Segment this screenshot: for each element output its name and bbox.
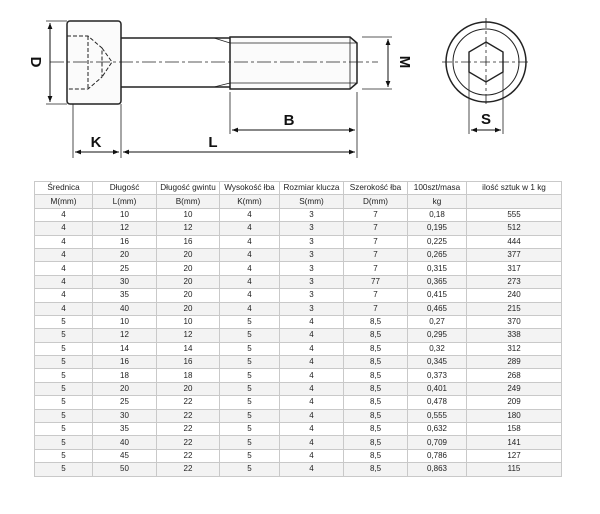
table-row-mass-100pcs: 0,415 xyxy=(408,289,467,302)
table-row-head-height: 5 xyxy=(220,329,280,342)
table-row xyxy=(35,235,562,248)
table-row-length: 16 xyxy=(93,235,157,248)
table-row-length: 12 xyxy=(93,222,157,235)
table-row-head-height: 4 xyxy=(220,275,280,288)
table-row-mass-100pcs: 0,709 xyxy=(408,436,467,449)
table-row-pieces-per-kg: 317 xyxy=(467,262,562,275)
table-row-thread-length: 16 xyxy=(157,356,220,369)
table-row-thread-length: 14 xyxy=(157,342,220,355)
table-row-mass-100pcs: 0,315 xyxy=(408,262,467,275)
table-units-row xyxy=(35,195,562,208)
table-row-length: 12 xyxy=(93,329,157,342)
table-row-length: 25 xyxy=(93,396,157,409)
table-row xyxy=(35,289,562,302)
table-row-head-width: 7 xyxy=(344,262,408,275)
table-row-mass-100pcs: 0,18 xyxy=(408,208,467,221)
table-row-diameter: 4 xyxy=(35,208,93,221)
table-row-length: 30 xyxy=(93,275,157,288)
table-row xyxy=(35,423,562,436)
table-row-head-width: 8,5 xyxy=(344,342,408,355)
table-header-pieces-per-kg: ilość sztuk w 1 kg xyxy=(467,182,562,195)
table-row xyxy=(35,262,562,275)
table-row-diameter: 5 xyxy=(35,315,93,328)
table-row-thread-length: 20 xyxy=(157,262,220,275)
table-row-key-size: 4 xyxy=(280,342,344,355)
table-row-diameter: 4 xyxy=(35,289,93,302)
table-row-thread-length: 12 xyxy=(157,222,220,235)
label-l: L xyxy=(208,134,218,151)
table-row-key-size: 4 xyxy=(280,356,344,369)
table-row-pieces-per-kg: 180 xyxy=(467,409,562,422)
table-row-head-width: 7 xyxy=(344,289,408,302)
table-row-mass-100pcs: 0,225 xyxy=(408,235,467,248)
table-units-row-pieces-per-kg xyxy=(467,195,562,208)
table-row-head-height: 5 xyxy=(220,463,280,476)
table-row-key-size: 3 xyxy=(280,248,344,261)
table-row-length: 16 xyxy=(93,356,157,369)
label-d: D xyxy=(27,56,45,68)
table-row-key-size: 4 xyxy=(280,409,344,422)
table-row-pieces-per-kg: 209 xyxy=(467,396,562,409)
table-row-mass-100pcs: 0,265 xyxy=(408,248,467,261)
table-row-thread-length: 12 xyxy=(157,329,220,342)
table-row-head-height: 5 xyxy=(220,315,280,328)
table-row-pieces-per-kg: 289 xyxy=(467,356,562,369)
table-row-length: 25 xyxy=(93,262,157,275)
label-m: M xyxy=(396,55,414,69)
table-row xyxy=(35,409,562,422)
table-row-head-width: 77 xyxy=(344,275,408,288)
table-row-mass-100pcs: 0,195 xyxy=(408,222,467,235)
table-row-key-size: 3 xyxy=(280,262,344,275)
table-row-thread-length: 10 xyxy=(157,315,220,328)
table-row-head-width: 8,5 xyxy=(344,382,408,395)
table-row-thread-length: 22 xyxy=(157,409,220,422)
table-row-pieces-per-kg: 249 xyxy=(467,382,562,395)
bolt-dimension-diagram xyxy=(0,0,600,170)
table-row-head-height: 5 xyxy=(220,342,280,355)
table-row-diameter: 4 xyxy=(35,262,93,275)
table-row xyxy=(35,222,562,235)
table-header-mass-100pcs: 100szt/masa xyxy=(408,182,467,195)
dimension-b xyxy=(230,92,355,134)
table-row-head-width: 8,5 xyxy=(344,436,408,449)
table-row xyxy=(35,463,562,476)
bolt-end-view xyxy=(442,18,530,106)
table-row-key-size: 4 xyxy=(280,382,344,395)
table-row-pieces-per-kg: 444 xyxy=(467,235,562,248)
table-row-head-height: 5 xyxy=(220,396,280,409)
label-b: B xyxy=(283,112,295,129)
table-row-thread-length: 20 xyxy=(157,248,220,261)
table-row-thread-length: 22 xyxy=(157,423,220,436)
table-row-head-height: 4 xyxy=(220,235,280,248)
table-row-pieces-per-kg: 370 xyxy=(467,315,562,328)
table-row-pieces-per-kg: 338 xyxy=(467,329,562,342)
table-row-length: 45 xyxy=(93,449,157,462)
table-row-mass-100pcs: 0,345 xyxy=(408,356,467,369)
table-row xyxy=(35,436,562,449)
table-row-mass-100pcs: 0,632 xyxy=(408,423,467,436)
table-row-head-width: 7 xyxy=(344,248,408,261)
table-row-pieces-per-kg: 555 xyxy=(467,208,562,221)
table-row xyxy=(35,396,562,409)
table-row-key-size: 3 xyxy=(280,289,344,302)
table-row-mass-100pcs: 0,478 xyxy=(408,396,467,409)
table-row-head-width: 7 xyxy=(344,208,408,221)
table-row-head-width: 8,5 xyxy=(344,369,408,382)
table-row-diameter: 4 xyxy=(35,275,93,288)
table-row xyxy=(35,329,562,342)
table-row-diameter: 5 xyxy=(35,423,93,436)
table-row-diameter: 4 xyxy=(35,222,93,235)
table-units-row-head-width: D(mm) xyxy=(344,195,408,208)
table-row-pieces-per-kg: 158 xyxy=(467,423,562,436)
table-row-mass-100pcs: 0,295 xyxy=(408,329,467,342)
table-header xyxy=(35,182,562,195)
table-row-length: 20 xyxy=(93,382,157,395)
table-row-head-width: 7 xyxy=(344,302,408,315)
table-row-head-width: 8,5 xyxy=(344,409,408,422)
table-row-thread-length: 22 xyxy=(157,436,220,449)
table-row-length: 18 xyxy=(93,369,157,382)
table-row-mass-100pcs: 0,32 xyxy=(408,342,467,355)
table-row xyxy=(35,449,562,462)
table-row-mass-100pcs: 0,555 xyxy=(408,409,467,422)
table-row-key-size: 4 xyxy=(280,369,344,382)
table-header-thread-length: Długość gwintu xyxy=(157,182,220,195)
table-row-key-size: 3 xyxy=(280,302,344,315)
table-row-head-height: 5 xyxy=(220,423,280,436)
table-row-thread-length: 20 xyxy=(157,382,220,395)
table-row-pieces-per-kg: 512 xyxy=(467,222,562,235)
table-header-head-width: Szerokość łba xyxy=(344,182,408,195)
table-row-key-size: 4 xyxy=(280,315,344,328)
table-header-head-height: Wysokość łba xyxy=(220,182,280,195)
table-row-key-size: 3 xyxy=(280,235,344,248)
table-row-length: 10 xyxy=(93,208,157,221)
table-row-thread-length: 22 xyxy=(157,463,220,476)
table-row-mass-100pcs: 0,401 xyxy=(408,382,467,395)
table-header-key-size: Rozmiar klucza xyxy=(280,182,344,195)
table-row xyxy=(35,315,562,328)
table-row-length: 35 xyxy=(93,289,157,302)
table-row-thread-length: 22 xyxy=(157,449,220,462)
table-row-key-size: 4 xyxy=(280,329,344,342)
table-row xyxy=(35,356,562,369)
table-row-key-size: 4 xyxy=(280,449,344,462)
table-row-diameter: 5 xyxy=(35,436,93,449)
table-row-thread-length: 16 xyxy=(157,235,220,248)
table-row-diameter: 5 xyxy=(35,369,93,382)
table-row-head-height: 4 xyxy=(220,222,280,235)
table-row-pieces-per-kg: 215 xyxy=(467,302,562,315)
table-row-head-height: 4 xyxy=(220,248,280,261)
table-row-mass-100pcs: 0,27 xyxy=(408,315,467,328)
table-row-head-width: 8,5 xyxy=(344,356,408,369)
table-row-length: 50 xyxy=(93,463,157,476)
table-row-diameter: 5 xyxy=(35,463,93,476)
table-row-mass-100pcs: 0,863 xyxy=(408,463,467,476)
table-row xyxy=(35,302,562,315)
table-row-thread-length: 20 xyxy=(157,302,220,315)
table-row-head-width: 7 xyxy=(344,235,408,248)
table-row-pieces-per-kg: 115 xyxy=(467,463,562,476)
table-row-key-size: 3 xyxy=(280,222,344,235)
dimension-d xyxy=(27,21,67,104)
table-row-length: 40 xyxy=(93,302,157,315)
table-units-row-mass-100pcs: kg xyxy=(408,195,467,208)
bolt-spec-table xyxy=(34,181,562,477)
table-row-key-size: 4 xyxy=(280,463,344,476)
table-row-length: 10 xyxy=(93,315,157,328)
table-row-pieces-per-kg: 141 xyxy=(467,436,562,449)
table-row-head-width: 8,5 xyxy=(344,315,408,328)
table-row-length: 30 xyxy=(93,409,157,422)
table-row-mass-100pcs: 0,365 xyxy=(408,275,467,288)
table-row xyxy=(35,382,562,395)
table-row-mass-100pcs: 0,465 xyxy=(408,302,467,315)
table-units-row-diameter: M(mm) xyxy=(35,195,93,208)
table-row-head-height: 5 xyxy=(220,356,280,369)
bolt-side-view xyxy=(50,21,378,104)
table-row-key-size: 4 xyxy=(280,396,344,409)
table-row-head-height: 5 xyxy=(220,436,280,449)
table-row-length: 20 xyxy=(93,248,157,261)
table-row-head-height: 4 xyxy=(220,208,280,221)
table-row-diameter: 5 xyxy=(35,382,93,395)
table-row-head-height: 5 xyxy=(220,382,280,395)
label-k: K xyxy=(90,134,102,151)
dimension-m xyxy=(362,37,413,89)
table-header-diameter: Średnica xyxy=(35,182,93,195)
table-row-pieces-per-kg: 377 xyxy=(467,248,562,261)
table-row-mass-100pcs: 0,786 xyxy=(408,449,467,462)
table-row xyxy=(35,208,562,221)
table-row-head-width: 8,5 xyxy=(344,463,408,476)
table-units-row-thread-length: B(mm) xyxy=(157,195,220,208)
table-row-pieces-per-kg: 273 xyxy=(467,275,562,288)
table-row-key-size: 3 xyxy=(280,275,344,288)
table-row-diameter: 5 xyxy=(35,342,93,355)
table-row-diameter: 5 xyxy=(35,396,93,409)
table-row-thread-length: 18 xyxy=(157,369,220,382)
table-row-key-size: 4 xyxy=(280,423,344,436)
table-row-pieces-per-kg: 268 xyxy=(467,369,562,382)
table-row-head-width: 7 xyxy=(344,222,408,235)
table-units-row-head-height: K(mm) xyxy=(220,195,280,208)
table-row xyxy=(35,369,562,382)
table-row-head-width: 8,5 xyxy=(344,423,408,436)
table-row-head-width: 8,5 xyxy=(344,449,408,462)
table-row-pieces-per-kg: 240 xyxy=(467,289,562,302)
table-units-row-key-size: S(mm) xyxy=(280,195,344,208)
table-row-head-width: 8,5 xyxy=(344,329,408,342)
table-row-key-size: 3 xyxy=(280,208,344,221)
table-row-mass-100pcs: 0,373 xyxy=(408,369,467,382)
table-row-length: 14 xyxy=(93,342,157,355)
table-row-head-height: 4 xyxy=(220,302,280,315)
table-row-diameter: 5 xyxy=(35,409,93,422)
table-row-diameter: 5 xyxy=(35,449,93,462)
table-row-diameter: 4 xyxy=(35,235,93,248)
table-row-thread-length: 22 xyxy=(157,396,220,409)
table-row-head-height: 5 xyxy=(220,449,280,462)
table-row-thread-length: 10 xyxy=(157,208,220,221)
table-row-head-height: 4 xyxy=(220,289,280,302)
label-s: S xyxy=(480,111,492,128)
table-units-row-length: L(mm) xyxy=(93,195,157,208)
table-header-length: Długość xyxy=(93,182,157,195)
table-row-length: 40 xyxy=(93,436,157,449)
table-row-diameter: 4 xyxy=(35,302,93,315)
table-row-head-height: 5 xyxy=(220,409,280,422)
table-row-diameter: 5 xyxy=(35,356,93,369)
table-row-diameter: 4 xyxy=(35,248,93,261)
table-row-diameter: 5 xyxy=(35,329,93,342)
table-row-head-height: 4 xyxy=(220,262,280,275)
table-row-head-height: 5 xyxy=(220,369,280,382)
table-row-pieces-per-kg: 127 xyxy=(467,449,562,462)
table-row-key-size: 4 xyxy=(280,436,344,449)
table-row-thread-length: 20 xyxy=(157,275,220,288)
table-row xyxy=(35,248,562,261)
table-row-length: 35 xyxy=(93,423,157,436)
table-row xyxy=(35,342,562,355)
table-row-head-width: 8,5 xyxy=(344,396,408,409)
table-row-thread-length: 20 xyxy=(157,289,220,302)
table-row-pieces-per-kg: 312 xyxy=(467,342,562,355)
table-row xyxy=(35,275,562,288)
